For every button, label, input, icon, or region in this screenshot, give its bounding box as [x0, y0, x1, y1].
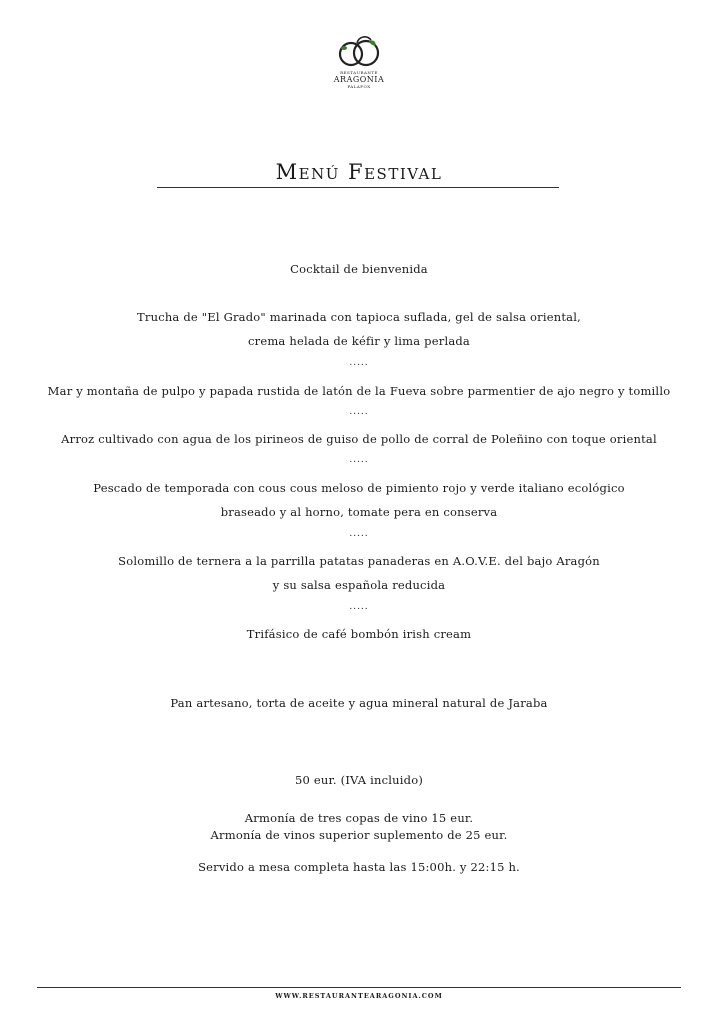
menu-item-welcome: Cocktail de bienvenida [290, 262, 428, 276]
menu-bread-water: Pan artesano, torta de aceite y agua mineral natural de Jaraba [170, 696, 548, 710]
service-hours: Servido a mesa completa hasta las 15:00h. y 22:15 h. [198, 860, 520, 874]
menu-separator: ..... [349, 529, 369, 539]
menu-separator: ..... [349, 455, 369, 465]
menu-item-dessert: Trifásico de café bombón irish cream [246, 627, 472, 641]
menu-separator: ..... [349, 407, 369, 417]
menu-price: 50 eur. (IVA incluido) [294, 773, 424, 787]
logo-line-1: RESTAURANTE [340, 70, 378, 75]
menu-separator: ..... [349, 602, 369, 612]
menu-item-octopus: Mar y montaña de pulpo y papada rustida de latón de la Fueva sobre parmentier de ajo negro y tomillo [47, 384, 671, 398]
restaurant-logo [322, 34, 396, 96]
footer-divider [37, 987, 681, 988]
wine-pairing-basic: Armonía de tres copas de vino 15 eur. [244, 811, 474, 825]
logo-emblem-icon [331, 34, 387, 70]
menu-title: Menú Festival [275, 160, 443, 184]
menu-item-trout-line2: crema helada de kéfir y lima perlada [247, 334, 470, 348]
title-divider [157, 187, 559, 188]
menu-separator: ..... [349, 358, 369, 368]
menu-item-sirloin-line2: y su salsa española reducida [272, 578, 446, 592]
menu-item-sirloin-line1: Solomillo de ternera a la parrilla patatas panaderas en A.O.V.E. del bajo Aragón [118, 554, 600, 568]
logo-line-3: PALAFOX [347, 84, 371, 89]
footer-website: WWW.RESTAURANTEARAGONIA.COM [275, 992, 443, 1000]
logo-line-2: ARAGONIA [333, 75, 385, 84]
menu-item-trout-line1: Trucha de "El Grado" marinada con tapioca suflada, gel de salsa oriental, [137, 310, 581, 324]
menu-item-fish-line1: Pescado de temporada con cous cous meloso de pimiento rojo y verde italiano ecológico [93, 481, 625, 495]
menu-item-rice: Arroz cultivado con agua de los pirineos de guiso de pollo de corral de Poleñino con toque oriental [61, 432, 657, 446]
wine-pairing-superior: Armonía de vinos superior suplemento de 25 eur. [210, 828, 508, 842]
menu-item-fish-line2: braseado y al horno, tomate pera en conserva [220, 505, 498, 519]
